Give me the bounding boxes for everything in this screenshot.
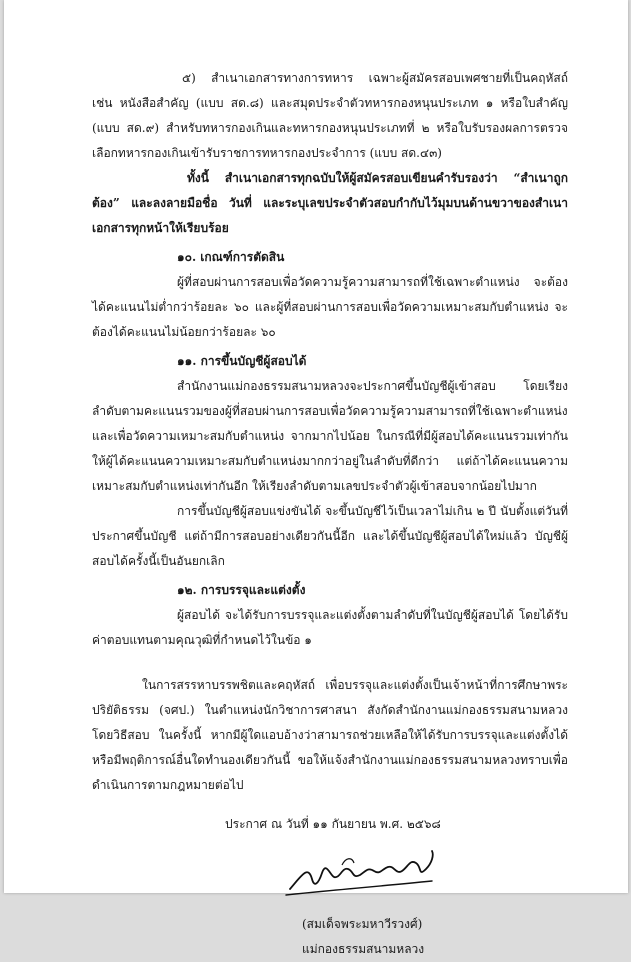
document-body: [92, 66, 568, 962]
paragraph-judging-criteria: ผู้ที่สอบผ่านการสอบเพื่อวัดความรู้ความสามารถที่ใช้เฉพาะตำแหน่ง จะต้องได้คะแนนไม่ต่ำกว่าร้อยละ ๖๐ และผู้ที่สอบผ่านการสอบเพื่อวัดความเหมาะสมกับตำแหน่ง จะต้องได้คะแนนไม่น้อยกว่าร้อยละ ๖๐: [92, 275, 568, 339]
paragraph-ranking-list: สำนักงานแม่กองธรรมสนามหลวงจะประกาศขึ้นบัญชีผู้เข้าสอบ โดยเรียงลำดับตามคะแนนรวมของผู้ที่สอบผ่านการสอบเพื่อวัดความรู้ความสามารถที่ใช้เฉพาะตำแหน่งและเพื่อวัดความเหมาะสมกับตำแหน่ง จากมากไปน้อย ในกรณีที่มีผู้สอบได้คะแนนรวมเท่ากัน ให้ผู้ได้คะแนนความเหมาะสมกับตำแหน่งมากกว่าอยู่ในลำดับที่ดีกว่า แต่ถ้าได้คะแนนความเหมาะสมกับตำแหน่งเท่ากันอีก ให้เรียงลำดับตามเลขประจำตัวผู้เข้าสอบจากน้อยไปมาก: [92, 379, 568, 493]
announcement-date: ประกาศ ณ วันที่ ๑๑ กันยายน พ.ศ. ๒๕๖๘: [225, 817, 441, 831]
section-heading-10: ๑๐. เกณฑ์การตัดสิน: [177, 250, 285, 264]
paragraph-appointment: ผู้สอบได้ จะได้รับการบรรจุและแต่งตั้งตามลำดับที่ในบัญชีผู้สอบได้ โดยได้รับค่าตอบแทนตามคุณวุฒิที่กำหนดไว้ในข้อ ๑: [92, 608, 568, 647]
section-heading-12: ๑๒. การบรรจุและแต่งตั้ง: [177, 583, 306, 597]
signer-position: แม่กองธรรมสนามหลวง: [302, 942, 425, 956]
section-heading-11: ๑๑. การขึ้นบัญชีผู้สอบได้: [177, 354, 307, 368]
paragraph-fraud-warning: ในการสรรหาบรรพชิตและคฤหัสถ์ เพื่อบรรจุและแต่งตั้งเป็นเจ้าหน้าที่การศึกษาพระปริยัติธรรม (จศป.) ในตำแหน่งนักวิชาการศาสนา สังกัดสำนักงานแม่กองธรรมสนามหลวง โดยวิธีสอบ ในครั้งนี้ หากมีผู้ใดแอบอ้างว่าสามารถช่วยเหลือให้ได้รับการบรรจุและแต่งตั้งได้ หรือมีพฤติการณ์อื่นใดทำนองเดียวกันนี้ ขอให้แจ้งสำนักงานแม่กองธรรมสนามหลวงทราบเพื่อดำเนินการตามกฎหมายต่อไป: [92, 678, 568, 792]
paragraph-spacer: [92, 653, 568, 673]
paragraph-copy-certification-notice: ทั้งนี้ สำเนาเอกสารทุกฉบับให้ผู้สมัครสอบเขียนคำรับรองว่า “สำเนาถูกต้อง” และลงลายมือชื่อ วันที่ และระบุเลขประจำตัวสอบกำกับไว้มุมบนด้านขวาของสำเนาเอกสารทุกหน้าให้เรียบร้อย: [92, 171, 568, 235]
paragraph-list-validity: การขึ้นบัญชีผู้สอบแข่งขันได้ จะขึ้นบัญชีไว้เป็นเวลาไม่เกิน ๒ ปี นับตั้งแต่วันที่ประกาศขึ้นบัญชี แต่ถ้ามีการสอบอย่างเดียวกันนี้อีก และได้ขึ้นบัญชีผู้สอบได้ใหม่แล้ว บัญชีผู้สอบได้ครั้งนี้เป็นอันยกเลิก: [92, 504, 568, 568]
signer-name: (สมเด็จพระมหาวีรวงศ์): [302, 917, 423, 931]
document-page: [4, 0, 628, 956]
paragraph-military-documents: ๕) สำเนาเอกสารทางการทหาร เฉพาะผู้สมัครสอบเพศชายที่เป็นคฤหัสถ์ เช่น หนังสือสำคัญ (แบบ สด.๘) และสมุดประจำตัวทหารกองหนุนประเภท ๑ หรือใบสำคัญ (แบบ สด.๙) สำหรับทหารกองเกินและทหารกองหนุนประเภทที่ ๒ หรือใบรับรองผลการตรวจเลือกทหารกองเกินเข้ารับราชการทหารกองประจำการ (แบบ สด.๔๓): [92, 71, 568, 160]
